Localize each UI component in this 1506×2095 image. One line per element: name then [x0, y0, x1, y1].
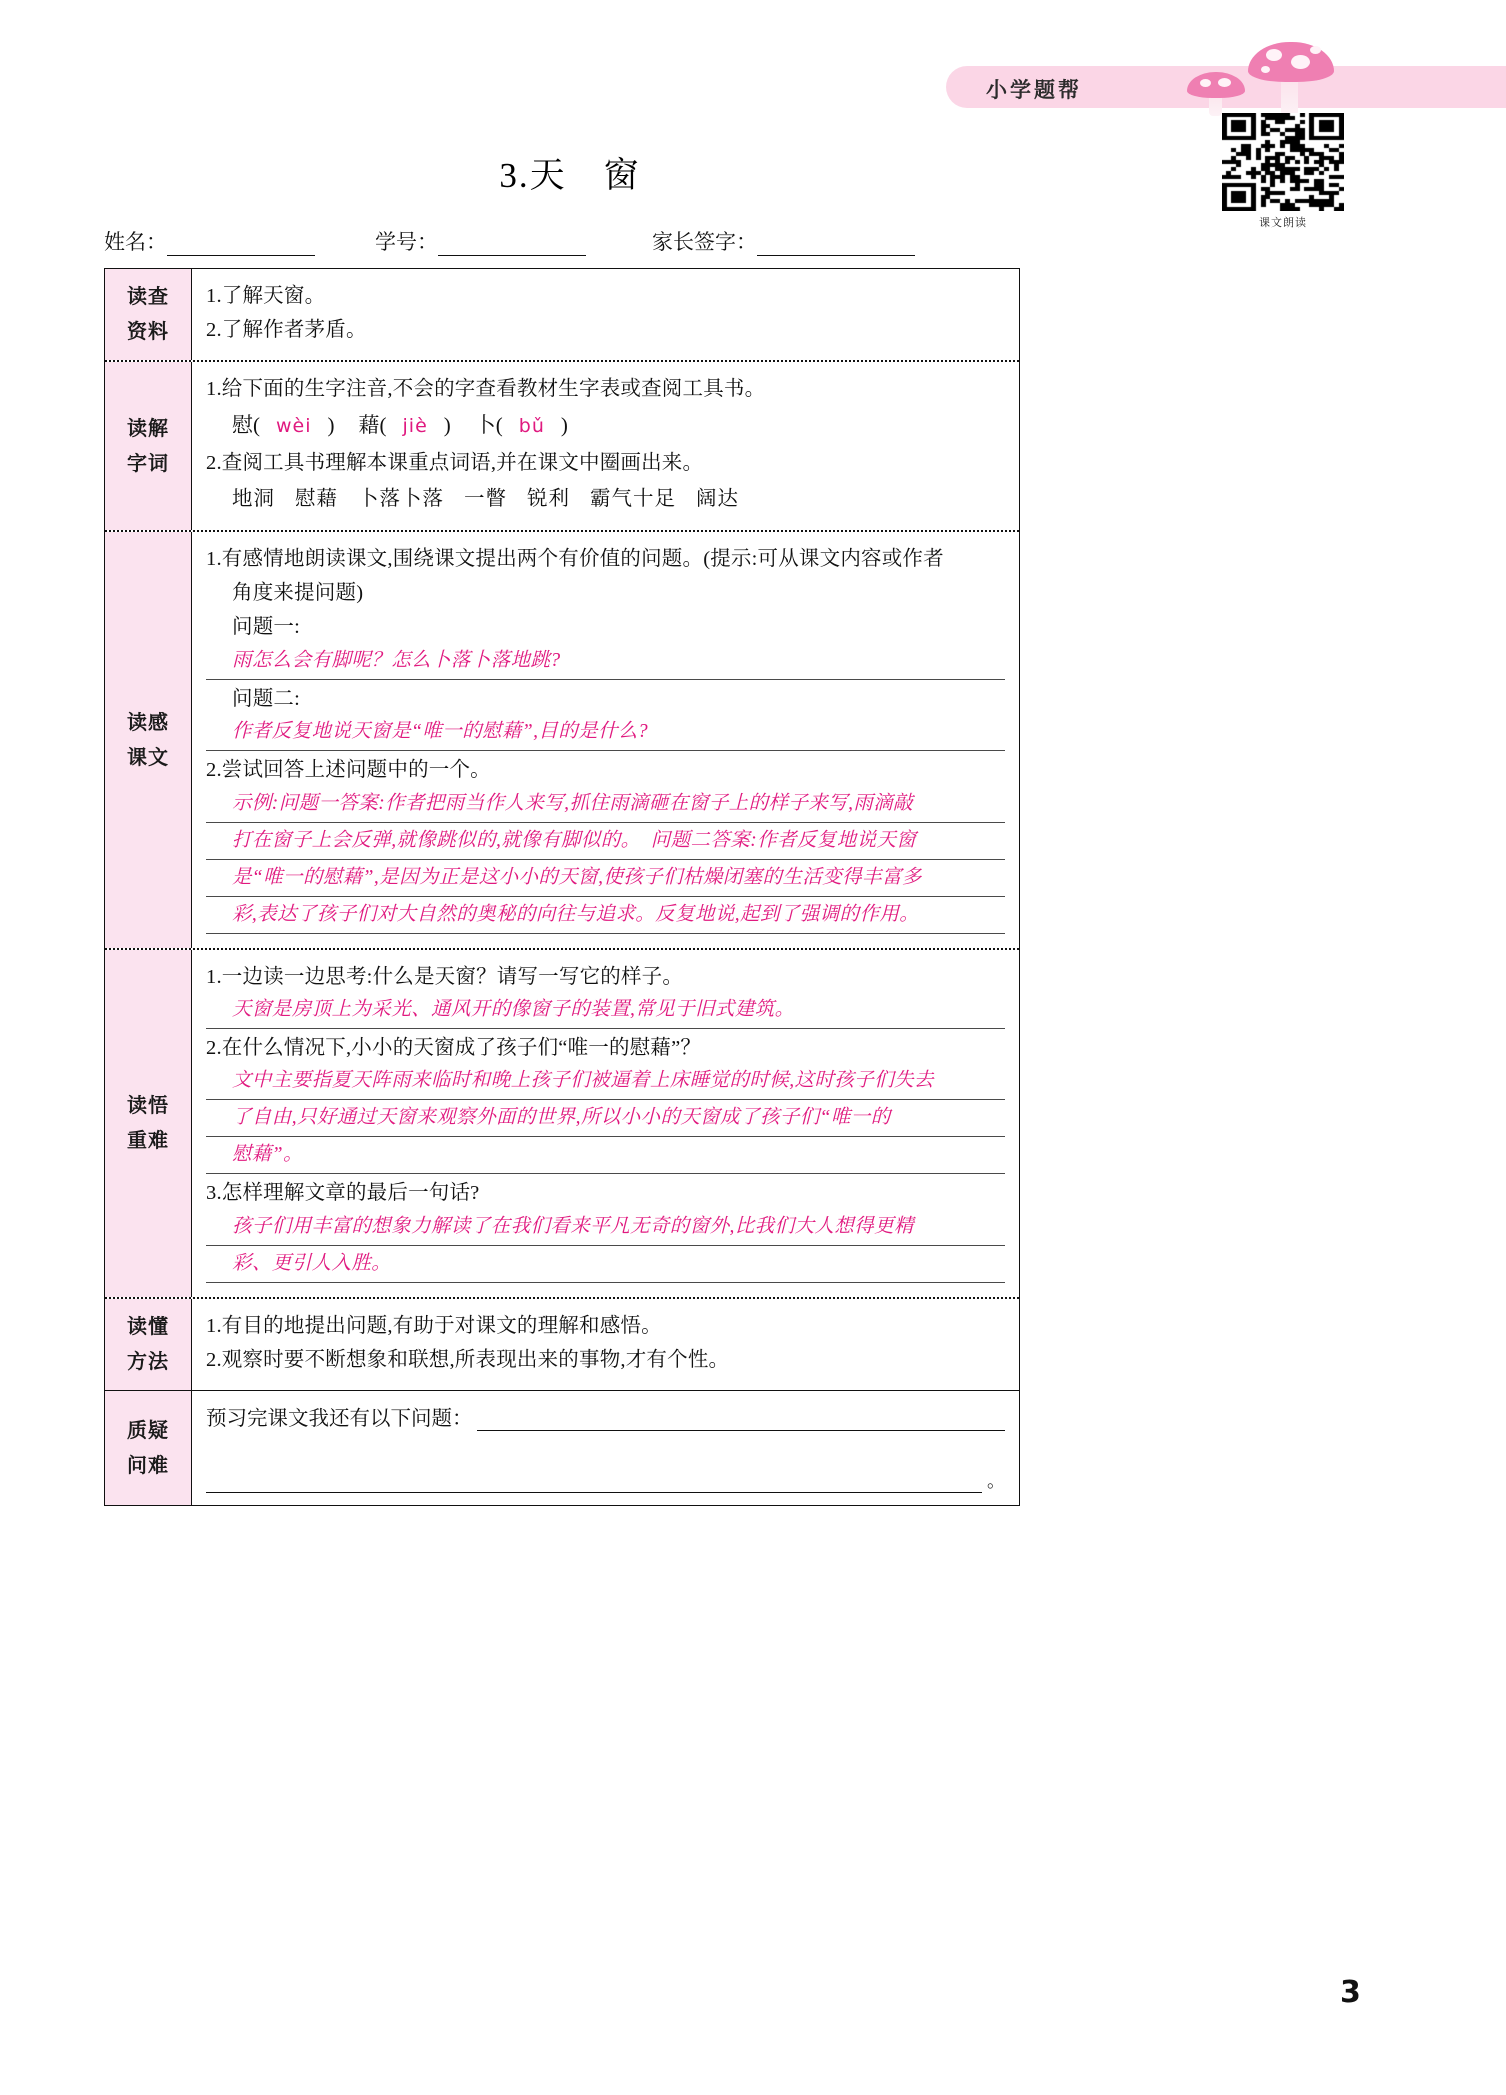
category-line: 方法 — [127, 1349, 169, 1374]
row-body — [192, 1391, 1019, 1505]
pinyin-char: 卜 — [474, 413, 496, 438]
pinyin-answer[interactable]: bǔ — [518, 415, 545, 438]
vocabulary-list — [206, 481, 1005, 518]
pinyin-char: 慰 — [232, 413, 253, 438]
vocabulary-word: 一瞥 — [464, 487, 507, 510]
vocabulary-word: 阔达 — [696, 487, 739, 510]
table-row — [105, 950, 1019, 1299]
category-line: 读查 — [127, 284, 169, 309]
trailing-period: 。 — [987, 1470, 1005, 1491]
mushroom-large-icon — [1248, 42, 1334, 118]
task-line: 1.了解天窗。 — [206, 285, 326, 307]
task-line: 2.在什么情况下,小小的天窗成了孩子们“唯一的慰藉”？ — [206, 1036, 702, 1059]
pinyin-answer[interactable]: jiè — [402, 415, 428, 438]
row-body — [192, 532, 1019, 948]
parent-signature-input-blank[interactable] — [757, 235, 915, 256]
category-label-reference — [105, 269, 192, 360]
task-line: 3.怎样理解文章的最后一句话? — [206, 1182, 480, 1205]
category-label-comprehension — [105, 950, 192, 1297]
worksheet-table — [104, 268, 1020, 1506]
header-banner — [946, 56, 1506, 112]
category-line: 读懂 — [127, 1314, 169, 1339]
task-line: 1.给下面的生字注音,不会的字查看教材生字表或查阅工具书。 — [206, 377, 766, 400]
task-line: 2.查阅工具书理解本课重点词语,并在课文中圈画出来。 — [206, 452, 704, 475]
student-id-input-blank[interactable] — [438, 235, 586, 256]
category-label-reading-feeling — [105, 532, 192, 948]
category-line: 课文 — [127, 744, 169, 769]
category-line: 读解 — [127, 415, 169, 440]
handwritten-answer[interactable]: 彩,表达了孩子们对大自然的奥秘的向往与追求。反复地说,起到了强调的作用。 — [206, 899, 1005, 934]
vocabulary-word: 慰藉 — [295, 487, 338, 510]
own-question-label: 预习完课文我还有以下问题： — [206, 1407, 473, 1430]
parent-signature-field[interactable] — [652, 226, 915, 256]
question-prompt: 问题一: — [232, 616, 300, 639]
own-question-prompt-row — [206, 1401, 1005, 1431]
handwritten-answer[interactable]: 是“唯一的慰藉”,是因为正是这小小的天窗,使孩子们枯燥闭塞的生活变得丰富多 — [206, 862, 1005, 897]
qr-code-block[interactable] — [1222, 113, 1344, 230]
vocabulary-word: 锐利 — [527, 487, 570, 510]
parent-signature-label: 家长签字： — [652, 230, 757, 254]
own-question-row-2 — [206, 1467, 1005, 1493]
row-body — [192, 362, 1019, 530]
task-line: 1.有目的地提出问题,有助于对课文的理解和感悟。 — [206, 1314, 662, 1337]
row-body — [192, 950, 1019, 1297]
page-title: 3.天 窗 — [499, 156, 641, 195]
name-input-blank[interactable] — [167, 235, 315, 256]
table-row — [105, 362, 1019, 532]
pinyin-char: 藉 — [358, 413, 380, 438]
vocabulary-word: 地洞 — [232, 487, 275, 510]
category-line: 读感 — [127, 709, 169, 734]
qr-caption: 课文朗读 — [1259, 216, 1307, 229]
category-line: 字词 — [127, 450, 169, 475]
question-prompt: 问题二: — [232, 687, 300, 710]
task-line: 1.一边读一边思考:什么是天窗？请写一写它的样子。 — [206, 965, 684, 988]
handwritten-answer[interactable]: 文中主要指夏天阵雨来临时和晚上孩子们被逼着上床睡觉的时候,这时孩子们失去 — [206, 1065, 1005, 1100]
vocabulary-word: 卜落卜落 — [358, 487, 444, 510]
qr-code-image[interactable] — [1222, 113, 1344, 211]
handwritten-answer[interactable]: 慰藉”。 — [206, 1139, 1005, 1174]
pinyin-answer[interactable]: wèi — [276, 415, 312, 438]
category-line: 问难 — [127, 1452, 169, 1477]
category-line: 重难 — [127, 1128, 169, 1153]
handwritten-answer[interactable]: 打在窗子上会反弹,就像跳似的,就像有脚似的。 问题二答案:作者反复地说天窗 — [206, 825, 1005, 860]
row-body — [192, 1299, 1019, 1390]
vocabulary-word: 霸气十足 — [590, 487, 676, 510]
mushroom-small-icon — [1184, 58, 1246, 116]
task-line-cont: 角度来提问题) — [232, 581, 364, 604]
handwritten-answer[interactable]: 了自由,只好通过天窗来观察外面的世界,所以小小的天窗成了孩子们“唯一的 — [206, 1102, 1005, 1137]
table-row — [105, 1299, 1019, 1391]
category-line: 资料 — [127, 319, 169, 344]
table-row — [105, 532, 1019, 950]
handwritten-answer[interactable]: 孩子们用丰富的想象力解读了在我们看来平凡无奇的窗外,比我们大人想得更精 — [206, 1211, 1005, 1246]
own-question-blank-2[interactable] — [206, 1473, 982, 1493]
table-row — [105, 1391, 1019, 1505]
student-id-field[interactable] — [375, 226, 586, 256]
name-field[interactable] — [104, 226, 315, 256]
handwritten-answer[interactable]: 作者反复地说天窗是“唯一的慰藉”,目的是什么? — [206, 716, 1005, 751]
name-label: 姓名： — [104, 230, 167, 254]
banner-label: 小学题帮 — [986, 78, 1082, 102]
student-id-label: 学号： — [375, 230, 438, 254]
handwritten-answer[interactable]: 雨怎么会有脚呢？怎么卜落卜落地跳? — [206, 645, 1005, 680]
category-line: 读悟 — [127, 1093, 169, 1118]
handwritten-answer[interactable]: 天窗是房顶上为采光、通风开的像窗子的装置,常见于旧式建筑。 — [206, 994, 1005, 1029]
pinyin-exercise: 慰( wèi ) 藉( jiè ) 卜( bǔ ) — [232, 413, 568, 438]
task-line: 2.观察时要不断想象和联想,所表现出来的事物,才有个性。 — [206, 1349, 730, 1372]
table-row — [105, 269, 1019, 362]
task-line: 2.了解作者茅盾。 — [206, 319, 367, 342]
task-line: 2.尝试回答上述问题中的一个。 — [206, 759, 491, 782]
category-label-method — [105, 1299, 192, 1390]
handwritten-answer[interactable]: 示例:问题一答案:作者把雨当作人来写,抓住雨滴砸在窗子上的样子来写,雨滴敲 — [206, 788, 1005, 823]
page-number: 3 — [1340, 1975, 1361, 2010]
identity-row — [104, 222, 1024, 256]
category-label-questions — [105, 1391, 192, 1505]
category-label-vocabulary — [105, 362, 192, 530]
handwritten-answer[interactable]: 彩、更引人入胜。 — [206, 1248, 1005, 1283]
row-body — [192, 269, 1019, 360]
task-line: 1.有感情地朗读课文,围绕课文提出两个有价值的问题。(提示:可从课文内容或作者 — [206, 547, 944, 570]
own-question-blank-1[interactable] — [477, 1411, 1006, 1431]
category-line: 质疑 — [127, 1417, 169, 1442]
